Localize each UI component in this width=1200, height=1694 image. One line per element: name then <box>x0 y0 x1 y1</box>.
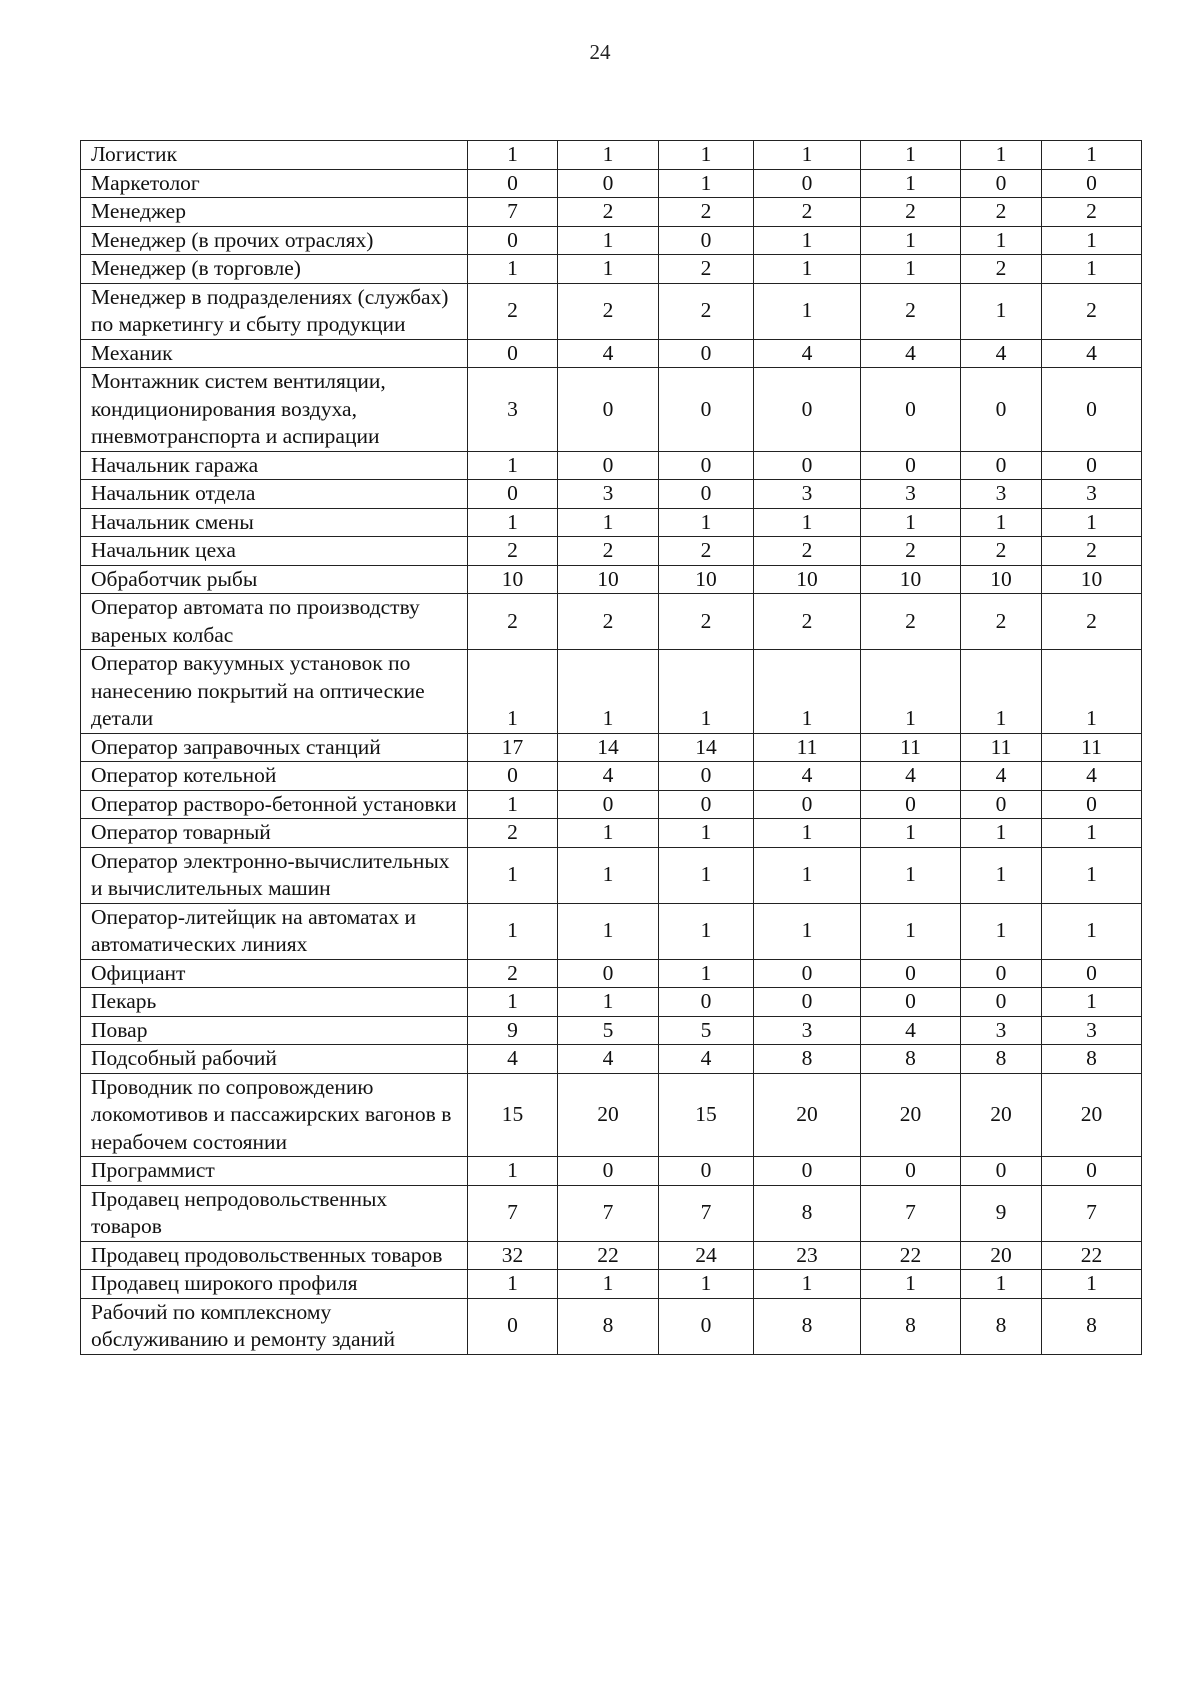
table-row <box>81 1073 1142 1157</box>
value-cell: 1 <box>754 255 861 284</box>
value-cell: 0 <box>659 451 754 480</box>
value-cell: 1 <box>558 141 659 170</box>
profession-name-cell: Оператор заправочных станций <box>81 733 468 762</box>
table-row <box>81 339 1142 368</box>
value-cell: 0 <box>468 480 558 509</box>
profession-name-cell: Начальник смены <box>81 508 468 537</box>
value-cell: 0 <box>861 959 961 988</box>
value-cell: 0 <box>961 959 1042 988</box>
value-cell: 1 <box>659 508 754 537</box>
value-cell: 0 <box>754 368 861 452</box>
table-row <box>81 368 1142 452</box>
profession-name-cell: Продавец продовольственных товаров <box>81 1241 468 1270</box>
value-cell: 1 <box>468 988 558 1017</box>
value-cell: 0 <box>468 226 558 255</box>
profession-name-cell: Менеджер в подразделениях (службах) по маркетингу и сбыту продукции <box>81 283 468 339</box>
value-cell: 10 <box>754 565 861 594</box>
value-cell: 32 <box>468 1241 558 1270</box>
value-cell: 1 <box>961 226 1042 255</box>
value-cell: 1 <box>659 903 754 959</box>
value-cell: 0 <box>468 339 558 368</box>
value-cell: 1 <box>1042 255 1142 284</box>
table-row <box>81 1045 1142 1074</box>
value-cell: 1 <box>468 508 558 537</box>
value-cell: 0 <box>659 226 754 255</box>
value-cell: 10 <box>861 565 961 594</box>
table-row <box>81 762 1142 791</box>
value-cell: 11 <box>1042 733 1142 762</box>
value-cell: 0 <box>754 1157 861 1186</box>
value-cell: 1 <box>754 650 861 734</box>
value-cell: 17 <box>468 733 558 762</box>
profession-name-cell: Начальник гаража <box>81 451 468 480</box>
table-row <box>81 847 1142 903</box>
table-row <box>81 1241 1142 1270</box>
value-cell: 1 <box>961 819 1042 848</box>
table-row <box>81 169 1142 198</box>
value-cell: 0 <box>659 1298 754 1354</box>
value-cell: 24 <box>659 1241 754 1270</box>
value-cell: 4 <box>1042 339 1142 368</box>
value-cell: 1 <box>558 255 659 284</box>
value-cell: 1 <box>961 283 1042 339</box>
value-cell: 0 <box>861 451 961 480</box>
value-cell: 1 <box>861 1270 961 1299</box>
table-row <box>81 790 1142 819</box>
table-row <box>81 537 1142 566</box>
value-cell: 2 <box>468 537 558 566</box>
value-cell: 3 <box>754 480 861 509</box>
value-cell: 20 <box>754 1073 861 1157</box>
value-cell: 2 <box>861 537 961 566</box>
value-cell: 1 <box>754 819 861 848</box>
value-cell: 23 <box>754 1241 861 1270</box>
value-cell: 10 <box>1042 565 1142 594</box>
value-cell: 1 <box>468 141 558 170</box>
value-cell: 1 <box>961 903 1042 959</box>
value-cell: 0 <box>754 169 861 198</box>
table-row <box>81 819 1142 848</box>
value-cell: 1 <box>468 255 558 284</box>
value-cell: 2 <box>1042 594 1142 650</box>
value-cell: 7 <box>659 1185 754 1241</box>
value-cell: 2 <box>468 283 558 339</box>
table-row <box>81 988 1142 1017</box>
value-cell: 2 <box>1042 198 1142 227</box>
table-row <box>81 1157 1142 1186</box>
value-cell: 1 <box>659 959 754 988</box>
staffing-table <box>80 140 1142 1355</box>
value-cell: 3 <box>558 480 659 509</box>
value-cell: 4 <box>558 339 659 368</box>
value-cell: 10 <box>659 565 754 594</box>
value-cell: 0 <box>1042 1157 1142 1186</box>
value-cell: 5 <box>659 1016 754 1045</box>
value-cell: 1 <box>961 847 1042 903</box>
value-cell: 1 <box>961 1270 1042 1299</box>
table-body <box>81 141 1142 1355</box>
profession-name-cell: Логистик <box>81 141 468 170</box>
value-cell: 1 <box>558 650 659 734</box>
table-row <box>81 451 1142 480</box>
value-cell: 2 <box>558 537 659 566</box>
value-cell: 2 <box>558 283 659 339</box>
value-cell: 1 <box>754 226 861 255</box>
value-cell: 1 <box>558 226 659 255</box>
value-cell: 9 <box>961 1185 1042 1241</box>
table-row <box>81 1298 1142 1354</box>
value-cell: 1 <box>861 141 961 170</box>
table-row <box>81 1270 1142 1299</box>
value-cell: 1 <box>659 169 754 198</box>
value-cell: 2 <box>961 255 1042 284</box>
value-cell: 2 <box>861 594 961 650</box>
value-cell: 10 <box>468 565 558 594</box>
value-cell: 2 <box>659 283 754 339</box>
value-cell: 15 <box>468 1073 558 1157</box>
profession-name-cell: Оператор автомата по производству вареных колбас <box>81 594 468 650</box>
value-cell: 10 <box>558 565 659 594</box>
value-cell: 20 <box>861 1073 961 1157</box>
value-cell: 0 <box>558 1157 659 1186</box>
value-cell: 20 <box>558 1073 659 1157</box>
value-cell: 1 <box>1042 650 1142 734</box>
value-cell: 2 <box>754 198 861 227</box>
profession-name-cell: Официант <box>81 959 468 988</box>
value-cell: 5 <box>558 1016 659 1045</box>
value-cell: 0 <box>558 790 659 819</box>
value-cell: 0 <box>659 762 754 791</box>
value-cell: 0 <box>961 988 1042 1017</box>
value-cell: 4 <box>468 1045 558 1074</box>
value-cell: 22 <box>1042 1241 1142 1270</box>
value-cell: 0 <box>468 1298 558 1354</box>
value-cell: 1 <box>468 903 558 959</box>
table-row <box>81 141 1142 170</box>
value-cell: 4 <box>558 762 659 791</box>
value-cell: 1 <box>468 790 558 819</box>
value-cell: 1 <box>1042 847 1142 903</box>
value-cell: 1 <box>659 1270 754 1299</box>
value-cell: 2 <box>961 537 1042 566</box>
value-cell: 3 <box>861 480 961 509</box>
value-cell: 0 <box>1042 959 1142 988</box>
profession-name-cell: Механик <box>81 339 468 368</box>
value-cell: 4 <box>659 1045 754 1074</box>
value-cell: 0 <box>659 368 754 452</box>
profession-name-cell: Оператор электронно-вычислительных и вычислительных машин <box>81 847 468 903</box>
value-cell: 0 <box>754 988 861 1017</box>
value-cell: 2 <box>1042 283 1142 339</box>
value-cell: 1 <box>961 508 1042 537</box>
table-row <box>81 198 1142 227</box>
value-cell: 0 <box>659 339 754 368</box>
value-cell: 3 <box>961 480 1042 509</box>
value-cell: 22 <box>558 1241 659 1270</box>
value-cell: 0 <box>558 451 659 480</box>
value-cell: 7 <box>468 1185 558 1241</box>
value-cell: 8 <box>558 1298 659 1354</box>
value-cell: 8 <box>961 1298 1042 1354</box>
value-cell: 2 <box>558 594 659 650</box>
value-cell: 2 <box>659 537 754 566</box>
value-cell: 1 <box>558 988 659 1017</box>
value-cell: 0 <box>754 451 861 480</box>
value-cell: 2 <box>659 594 754 650</box>
profession-name-cell: Продавец непродовольственных товаров <box>81 1185 468 1241</box>
profession-name-cell: Начальник цеха <box>81 537 468 566</box>
value-cell: 2 <box>659 198 754 227</box>
value-cell: 8 <box>861 1045 961 1074</box>
value-cell: 8 <box>961 1045 1042 1074</box>
value-cell: 2 <box>1042 537 1142 566</box>
value-cell: 1 <box>861 226 961 255</box>
profession-name-cell: Монтажник систем вентиляции, кондиционирования воздуха, пневмотранспорта и аспирации <box>81 368 468 452</box>
value-cell: 0 <box>1042 451 1142 480</box>
value-cell: 1 <box>754 508 861 537</box>
value-cell: 14 <box>659 733 754 762</box>
value-cell: 7 <box>468 198 558 227</box>
value-cell: 0 <box>754 959 861 988</box>
value-cell: 4 <box>961 339 1042 368</box>
value-cell: 2 <box>754 537 861 566</box>
table-row <box>81 283 1142 339</box>
value-cell: 7 <box>1042 1185 1142 1241</box>
value-cell: 3 <box>961 1016 1042 1045</box>
value-cell: 1 <box>961 141 1042 170</box>
value-cell: 1 <box>1042 226 1142 255</box>
value-cell: 0 <box>961 368 1042 452</box>
value-cell: 1 <box>659 141 754 170</box>
value-cell: 7 <box>558 1185 659 1241</box>
value-cell: 10 <box>961 565 1042 594</box>
value-cell: 0 <box>861 1157 961 1186</box>
profession-name-cell: Оператор вакуумных установок по нанесению покрытий на оптические детали <box>81 650 468 734</box>
value-cell: 0 <box>961 169 1042 198</box>
value-cell: 1 <box>861 650 961 734</box>
value-cell: 1 <box>468 1157 558 1186</box>
value-cell: 1 <box>659 847 754 903</box>
value-cell: 0 <box>861 790 961 819</box>
profession-name-cell: Проводник по сопровождению локомотивов и пассажирских вагонов в нерабочем состоянии <box>81 1073 468 1157</box>
value-cell: 8 <box>1042 1298 1142 1354</box>
value-cell: 0 <box>558 959 659 988</box>
profession-name-cell: Продавец широкого профиля <box>81 1270 468 1299</box>
table-row <box>81 480 1142 509</box>
value-cell: 0 <box>659 790 754 819</box>
value-cell: 4 <box>754 339 861 368</box>
profession-name-cell: Программист <box>81 1157 468 1186</box>
value-cell: 1 <box>861 847 961 903</box>
value-cell: 1 <box>754 903 861 959</box>
table-row <box>81 733 1142 762</box>
table-row <box>81 1016 1142 1045</box>
value-cell: 11 <box>961 733 1042 762</box>
value-cell: 2 <box>468 959 558 988</box>
value-cell: 1 <box>754 847 861 903</box>
value-cell: 1 <box>558 847 659 903</box>
value-cell: 1 <box>558 819 659 848</box>
value-cell: 1 <box>861 819 961 848</box>
value-cell: 1 <box>468 847 558 903</box>
table-row <box>81 959 1142 988</box>
value-cell: 0 <box>754 790 861 819</box>
value-cell: 1 <box>1042 141 1142 170</box>
value-cell: 15 <box>659 1073 754 1157</box>
table-row <box>81 650 1142 734</box>
value-cell: 3 <box>754 1016 861 1045</box>
value-cell: 1 <box>861 169 961 198</box>
value-cell: 8 <box>754 1045 861 1074</box>
value-cell: 4 <box>558 1045 659 1074</box>
value-cell: 20 <box>1042 1073 1142 1157</box>
value-cell: 7 <box>861 1185 961 1241</box>
value-cell: 0 <box>961 790 1042 819</box>
value-cell: 0 <box>659 1157 754 1186</box>
value-cell: 2 <box>558 198 659 227</box>
value-cell: 4 <box>1042 762 1142 791</box>
value-cell: 2 <box>659 255 754 284</box>
value-cell: 14 <box>558 733 659 762</box>
profession-name-cell: Подсобный рабочий <box>81 1045 468 1074</box>
profession-name-cell: Пекарь <box>81 988 468 1017</box>
value-cell: 1 <box>1042 988 1142 1017</box>
table-row <box>81 255 1142 284</box>
value-cell: 1 <box>659 650 754 734</box>
value-cell: 1 <box>754 1270 861 1299</box>
value-cell: 2 <box>754 594 861 650</box>
page-number: 24 <box>589 40 611 64</box>
value-cell: 1 <box>558 1270 659 1299</box>
profession-name-cell: Менеджер <box>81 198 468 227</box>
value-cell: 2 <box>468 594 558 650</box>
value-cell: 0 <box>861 988 961 1017</box>
value-cell: 1 <box>1042 508 1142 537</box>
profession-name-cell: Менеджер (в прочих отраслях) <box>81 226 468 255</box>
profession-name-cell: Обработчик рыбы <box>81 565 468 594</box>
value-cell: 8 <box>1042 1045 1142 1074</box>
value-cell: 1 <box>1042 903 1142 959</box>
value-cell: 11 <box>754 733 861 762</box>
value-cell: 4 <box>861 339 961 368</box>
table-row <box>81 594 1142 650</box>
value-cell: 0 <box>558 368 659 452</box>
value-cell: 1 <box>659 819 754 848</box>
value-cell: 2 <box>861 198 961 227</box>
value-cell: 0 <box>558 169 659 198</box>
value-cell: 1 <box>558 508 659 537</box>
value-cell: 1 <box>468 451 558 480</box>
value-cell: 1 <box>1042 819 1142 848</box>
value-cell: 3 <box>1042 480 1142 509</box>
value-cell: 0 <box>1042 368 1142 452</box>
value-cell: 3 <box>468 368 558 452</box>
value-cell: 20 <box>961 1241 1042 1270</box>
profession-name-cell: Рабочий по комплексному обслуживанию и ремонту зданий <box>81 1298 468 1354</box>
value-cell: 8 <box>754 1185 861 1241</box>
table-row <box>81 508 1142 537</box>
value-cell: 1 <box>861 903 961 959</box>
value-cell: 2 <box>961 198 1042 227</box>
value-cell: 20 <box>961 1073 1042 1157</box>
value-cell: 1 <box>468 650 558 734</box>
value-cell: 22 <box>861 1241 961 1270</box>
value-cell: 1 <box>861 508 961 537</box>
value-cell: 9 <box>468 1016 558 1045</box>
profession-name-cell: Оператор товарный <box>81 819 468 848</box>
table-row <box>81 903 1142 959</box>
profession-name-cell: Маркетолог <box>81 169 468 198</box>
value-cell: 0 <box>659 988 754 1017</box>
value-cell: 0 <box>961 1157 1042 1186</box>
table-row <box>81 1185 1142 1241</box>
value-cell: 0 <box>468 169 558 198</box>
value-cell: 1 <box>468 1270 558 1299</box>
value-cell: 3 <box>1042 1016 1142 1045</box>
value-cell: 1 <box>1042 1270 1142 1299</box>
value-cell: 0 <box>468 762 558 791</box>
value-cell: 1 <box>861 255 961 284</box>
profession-name-cell: Оператор котельной <box>81 762 468 791</box>
value-cell: 1 <box>754 283 861 339</box>
value-cell: 4 <box>861 1016 961 1045</box>
value-cell: 0 <box>861 368 961 452</box>
value-cell: 0 <box>1042 790 1142 819</box>
value-cell: 4 <box>754 762 861 791</box>
profession-name-cell: Менеджер (в торговле) <box>81 255 468 284</box>
value-cell: 4 <box>961 762 1042 791</box>
value-cell: 2 <box>468 819 558 848</box>
profession-name-cell: Оператор растворо-бетонной установки <box>81 790 468 819</box>
value-cell: 0 <box>961 451 1042 480</box>
value-cell: 0 <box>1042 169 1142 198</box>
value-cell: 1 <box>558 903 659 959</box>
profession-name-cell: Повар <box>81 1016 468 1045</box>
value-cell: 8 <box>861 1298 961 1354</box>
table-row <box>81 226 1142 255</box>
table-row <box>81 565 1142 594</box>
profession-name-cell: Начальник отдела <box>81 480 468 509</box>
profession-name-cell: Оператор-литейщик на автоматах и автоматических линиях <box>81 903 468 959</box>
value-cell: 1 <box>961 650 1042 734</box>
value-cell: 2 <box>961 594 1042 650</box>
value-cell: 8 <box>754 1298 861 1354</box>
value-cell: 11 <box>861 733 961 762</box>
value-cell: 0 <box>659 480 754 509</box>
value-cell: 1 <box>754 141 861 170</box>
value-cell: 2 <box>861 283 961 339</box>
value-cell: 4 <box>861 762 961 791</box>
